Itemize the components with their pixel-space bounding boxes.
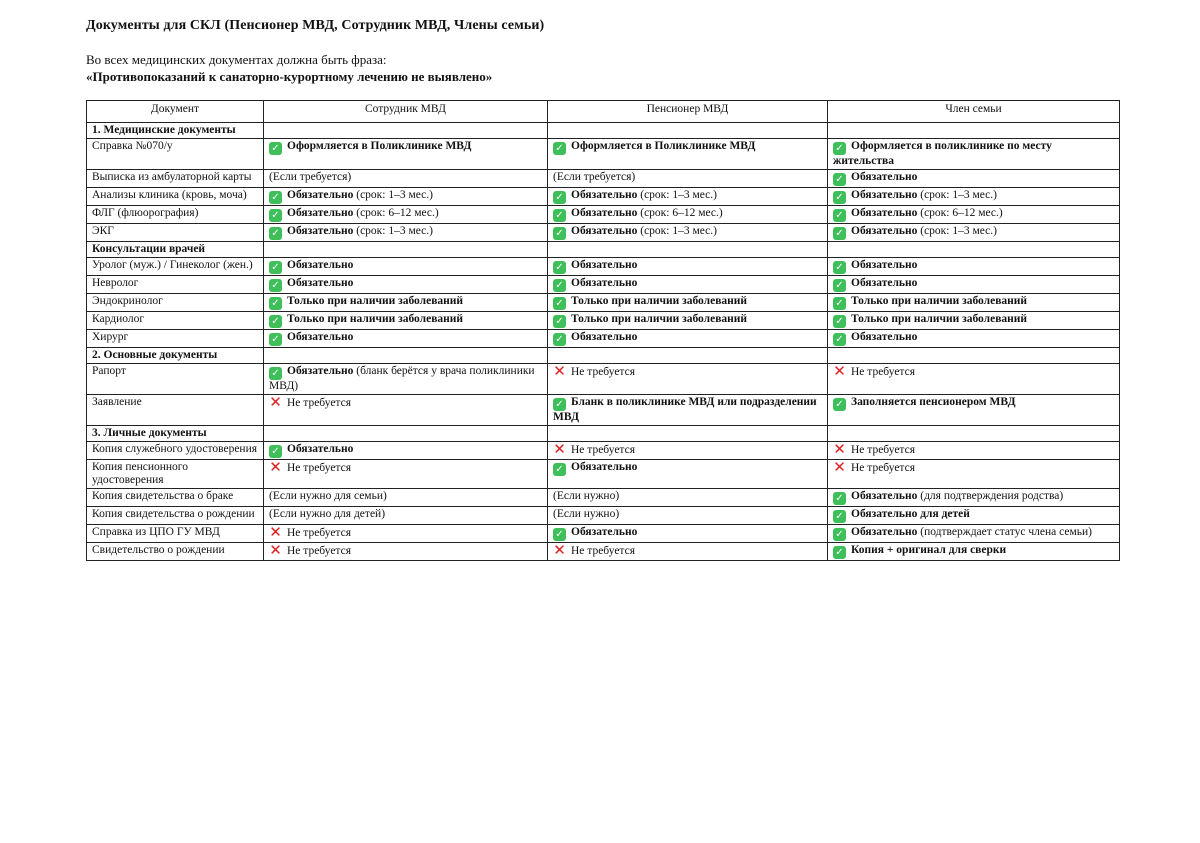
pensioner-cell [548,312,828,330]
header-document: Документ [87,101,264,123]
check-icon: ✓ [833,315,846,328]
family-member-cell [828,364,1120,395]
table-row [87,330,1120,348]
status-emphasis: Только при наличии заболеваний [851,295,1028,307]
employee-cell [264,460,548,489]
employee-cell [264,348,548,364]
check-icon: ✓ [269,209,282,222]
status-note: Не требуется [287,462,351,474]
status-note: Не требуется [287,545,351,557]
table-row [87,543,1120,561]
status-note: (срок: 1–3 мес.) [917,225,997,237]
check-icon: ✓ [269,191,282,204]
family-member-cell [828,426,1120,442]
pensioner-cell [548,242,828,258]
pensioner-cell [548,330,828,348]
check-icon: ✓ [269,279,282,292]
employee-cell [264,507,548,525]
status-emphasis: Только при наличии заболеваний [571,295,748,307]
family-member-cell [828,460,1120,489]
check-icon: ✓ [553,398,566,411]
check-icon: ✓ [833,492,846,505]
status-note: (Если нужно) [553,490,620,502]
table-row [87,525,1120,543]
check-icon: ✓ [833,333,846,346]
required-phrase: «Противопоказаний к санаторно-курортному лечению не выявлено» [86,69,493,84]
cross-icon: ✕ [269,394,282,411]
cross-icon: ✕ [269,524,282,541]
table-row [87,460,1120,489]
check-icon: ✓ [269,333,282,346]
cross-icon: ✕ [553,441,566,458]
status-emphasis: Обязательно [287,207,354,219]
section-title: 2. Основные документы [87,348,264,364]
document-name: Эндокринолог [87,294,264,312]
status-note: (бланк берётся у врача поликлиники МВД) [269,365,535,392]
status-note: (срок: 6–12 мес.) [637,207,723,219]
table-row [87,224,1120,242]
document-name: Рапорт [87,364,264,395]
employee-cell [264,330,548,348]
status-emphasis: Обязательно [287,443,354,455]
pensioner-cell [548,224,828,242]
status-emphasis: Обязательно [571,331,638,343]
check-icon: ✓ [553,191,566,204]
status-note: Не требуется [571,545,635,557]
employee-cell [264,395,548,426]
cross-icon: ✕ [269,542,282,559]
family-member-cell [828,507,1120,525]
intro-line: Во всех медицинских документах должна быть фраза: [86,52,387,67]
employee-cell [264,224,548,242]
employee-cell [264,242,548,258]
family-member-cell [828,188,1120,206]
status-emphasis: Обязательно [287,225,354,237]
document-name: Справка №070/у [87,139,264,170]
table-row [87,294,1120,312]
check-icon: ✓ [833,398,846,411]
status-emphasis: Обязательно [851,490,918,502]
status-emphasis: Обязательно [287,277,354,289]
cross-icon: ✕ [553,542,566,559]
pensioner-cell [548,170,828,188]
status-note: (Если требуется) [553,171,636,183]
status-note: (Если нужно для детей) [269,508,386,520]
check-icon: ✓ [269,315,282,328]
section-title: 3. Личные документы [87,426,264,442]
status-note: Не требуется [851,366,915,378]
status-note: Не требуется [287,527,351,539]
check-icon: ✓ [553,463,566,476]
status-emphasis: Только при наличии заболеваний [287,313,464,325]
status-emphasis: Обязательно [851,331,918,343]
status-note: (срок: 1–3 мес.) [353,225,433,237]
status-emphasis: Обязательно [287,259,354,271]
family-member-cell [828,170,1120,188]
document-name: Справка из ЦПО ГУ МВД [87,525,264,543]
family-member-cell [828,294,1120,312]
employee-cell [264,170,548,188]
employee-cell [264,525,548,543]
status-emphasis: Обязательно [571,207,638,219]
document-name: Анализы клиника (кровь, моча) [87,188,264,206]
check-icon: ✓ [833,546,846,559]
header-family-member: Член семьи [828,101,1120,123]
status-emphasis: Обязательно [287,189,354,201]
pensioner-cell [548,139,828,170]
employee-cell [264,188,548,206]
status-note: (срок: 1–3 мес.) [637,189,717,201]
employee-cell [264,258,548,276]
status-note: (срок: 1–3 мес.) [637,225,717,237]
employee-cell [264,123,548,139]
status-emphasis: Бланк в поликлинике МВД или подразделении МВД [553,396,817,423]
check-icon: ✓ [833,191,846,204]
section-row [87,242,1120,258]
header-pensioner: Пенсионер МВД [548,101,828,123]
family-member-cell [828,139,1120,170]
check-icon: ✓ [553,209,566,222]
check-icon: ✓ [553,333,566,346]
pensioner-cell [548,460,828,489]
status-emphasis: Оформляется в поликлинике по месту жительства [833,140,1052,167]
status-emphasis: Обязательно [571,277,638,289]
pensioner-cell [548,258,828,276]
document-name: Хирург [87,330,264,348]
check-icon: ✓ [553,528,566,541]
table-row [87,312,1120,330]
check-icon: ✓ [833,510,846,523]
status-emphasis: Обязательно [571,259,638,271]
check-icon: ✓ [269,297,282,310]
table-row [87,276,1120,294]
pensioner-cell [548,348,828,364]
pensioner-cell [548,206,828,224]
cross-icon: ✕ [833,363,846,380]
document-name: Невролог [87,276,264,294]
table-row [87,395,1120,426]
check-icon: ✓ [553,142,566,155]
status-emphasis: Только при наличии заболеваний [571,313,748,325]
check-icon: ✓ [269,142,282,155]
pensioner-cell [548,489,828,507]
status-note: Не требуется [571,366,635,378]
section-title: 1. Медицинские документы [87,123,264,139]
cross-icon: ✕ [269,459,282,476]
check-icon: ✓ [833,227,846,240]
cross-icon: ✕ [553,363,566,380]
document-name: Копия свидетельства о рождении [87,507,264,525]
table-row [87,507,1120,525]
employee-cell [264,543,548,561]
document-name: Копия пенсионного удостоверения [87,460,264,489]
document-name: ЭКГ [87,224,264,242]
intro-block [86,51,492,85]
family-member-cell [828,224,1120,242]
status-emphasis: Обязательно [851,189,918,201]
employee-cell [264,426,548,442]
status-note: (Если нужно для семьи) [269,490,387,502]
check-icon: ✓ [269,367,282,380]
family-member-cell [828,348,1120,364]
table-row [87,206,1120,224]
family-member-cell [828,258,1120,276]
status-emphasis: Обязательно [851,225,918,237]
cross-icon: ✕ [833,459,846,476]
employee-cell [264,364,548,395]
table-row [87,442,1120,460]
cross-icon: ✕ [833,441,846,458]
status-emphasis: Обязательно [571,189,638,201]
header-employee: Сотрудник МВД [264,101,548,123]
family-member-cell [828,312,1120,330]
pensioner-cell [548,123,828,139]
pensioner-cell [548,507,828,525]
status-note: Не требуется [287,397,351,409]
status-emphasis: Заполняется пенсионером МВД [851,396,1016,408]
check-icon: ✓ [833,209,846,222]
document-name: Кардиолог [87,312,264,330]
status-emphasis: Обязательно [287,365,354,377]
document-name: Копия свидетельства о браке [87,489,264,507]
family-member-cell [828,123,1120,139]
pensioner-cell [548,543,828,561]
table-row [87,170,1120,188]
status-emphasis: Обязательно [851,526,918,538]
family-member-cell [828,276,1120,294]
document-name: Выписка из амбулаторной карты [87,170,264,188]
status-emphasis: Обязательно [287,331,354,343]
check-icon: ✓ [833,142,846,155]
status-note: (срок: 6–12 мес.) [917,207,1003,219]
status-note: Не требуется [851,444,915,456]
family-member-cell [828,206,1120,224]
pensioner-cell [548,426,828,442]
status-emphasis: Обязательно [851,259,918,271]
employee-cell [264,139,548,170]
status-emphasis: Обязательно [851,171,918,183]
check-icon: ✓ [553,279,566,292]
check-icon: ✓ [553,315,566,328]
employee-cell [264,276,548,294]
check-icon: ✓ [833,173,846,186]
status-emphasis: Только при наличии заболеваний [287,295,464,307]
table-row [87,188,1120,206]
check-icon: ✓ [269,261,282,274]
family-member-cell [828,489,1120,507]
status-note: (срок: 1–3 мес.) [917,189,997,201]
check-icon: ✓ [553,261,566,274]
section-row [87,123,1120,139]
status-emphasis: Обязательно для детей [851,508,970,520]
status-note: (Если нужно) [553,508,620,520]
page-title: Документы для СКЛ (Пенсионер МВД, Сотрудник МВД, Члены семьи) [86,18,545,33]
pensioner-cell [548,395,828,426]
pensioner-cell [548,188,828,206]
check-icon: ✓ [833,261,846,274]
document-name: Уролог (муж.) / Гинеколог (жен.) [87,258,264,276]
pensioner-cell [548,364,828,395]
table-row [87,364,1120,395]
documents-table [86,100,1120,561]
status-note: (срок: 1–3 мес.) [353,189,433,201]
employee-cell [264,294,548,312]
table-row [87,258,1120,276]
employee-cell [264,442,548,460]
check-icon: ✓ [833,279,846,292]
family-member-cell [828,395,1120,426]
family-member-cell [828,543,1120,561]
status-note: (Если требуется) [269,171,352,183]
employee-cell [264,312,548,330]
family-member-cell [828,330,1120,348]
status-emphasis: Оформляется в Поликлинике МВД [287,140,472,152]
status-emphasis: Обязательно [571,461,638,473]
table-row [87,489,1120,507]
pensioner-cell [548,525,828,543]
check-icon: ✓ [833,528,846,541]
status-note: (подтверждает статус члена семьи) [917,526,1092,538]
status-emphasis: Обязательно [571,526,638,538]
employee-cell [264,206,548,224]
status-emphasis: Копия + оригинал для сверки [851,544,1007,556]
status-note: (для подтверждения родства) [917,490,1064,502]
section-row [87,348,1120,364]
status-note: Не требуется [851,462,915,474]
check-icon: ✓ [553,297,566,310]
document-name: Свидетельство о рождении [87,543,264,561]
status-note: (срок: 6–12 мес.) [353,207,439,219]
check-icon: ✓ [269,227,282,240]
check-icon: ✓ [833,297,846,310]
check-icon: ✓ [553,227,566,240]
family-member-cell [828,242,1120,258]
check-icon: ✓ [269,445,282,458]
status-emphasis: Обязательно [851,277,918,289]
document-name: Заявление [87,395,264,426]
section-title: Консультации врачей [87,242,264,258]
employee-cell [264,489,548,507]
table-header-row [87,101,1120,123]
section-row [87,426,1120,442]
pensioner-cell [548,294,828,312]
family-member-cell [828,525,1120,543]
pensioner-cell [548,276,828,294]
status-note: Не требуется [571,444,635,456]
status-emphasis: Оформляется в Поликлинике МВД [571,140,756,152]
table-row [87,139,1120,170]
status-emphasis: Обязательно [571,225,638,237]
document-name: Копия служебного удостоверения [87,442,264,460]
document-name: ФЛГ (флюорография) [87,206,264,224]
family-member-cell [828,442,1120,460]
pensioner-cell [548,442,828,460]
status-emphasis: Обязательно [851,207,918,219]
status-emphasis: Только при наличии заболеваний [851,313,1028,325]
